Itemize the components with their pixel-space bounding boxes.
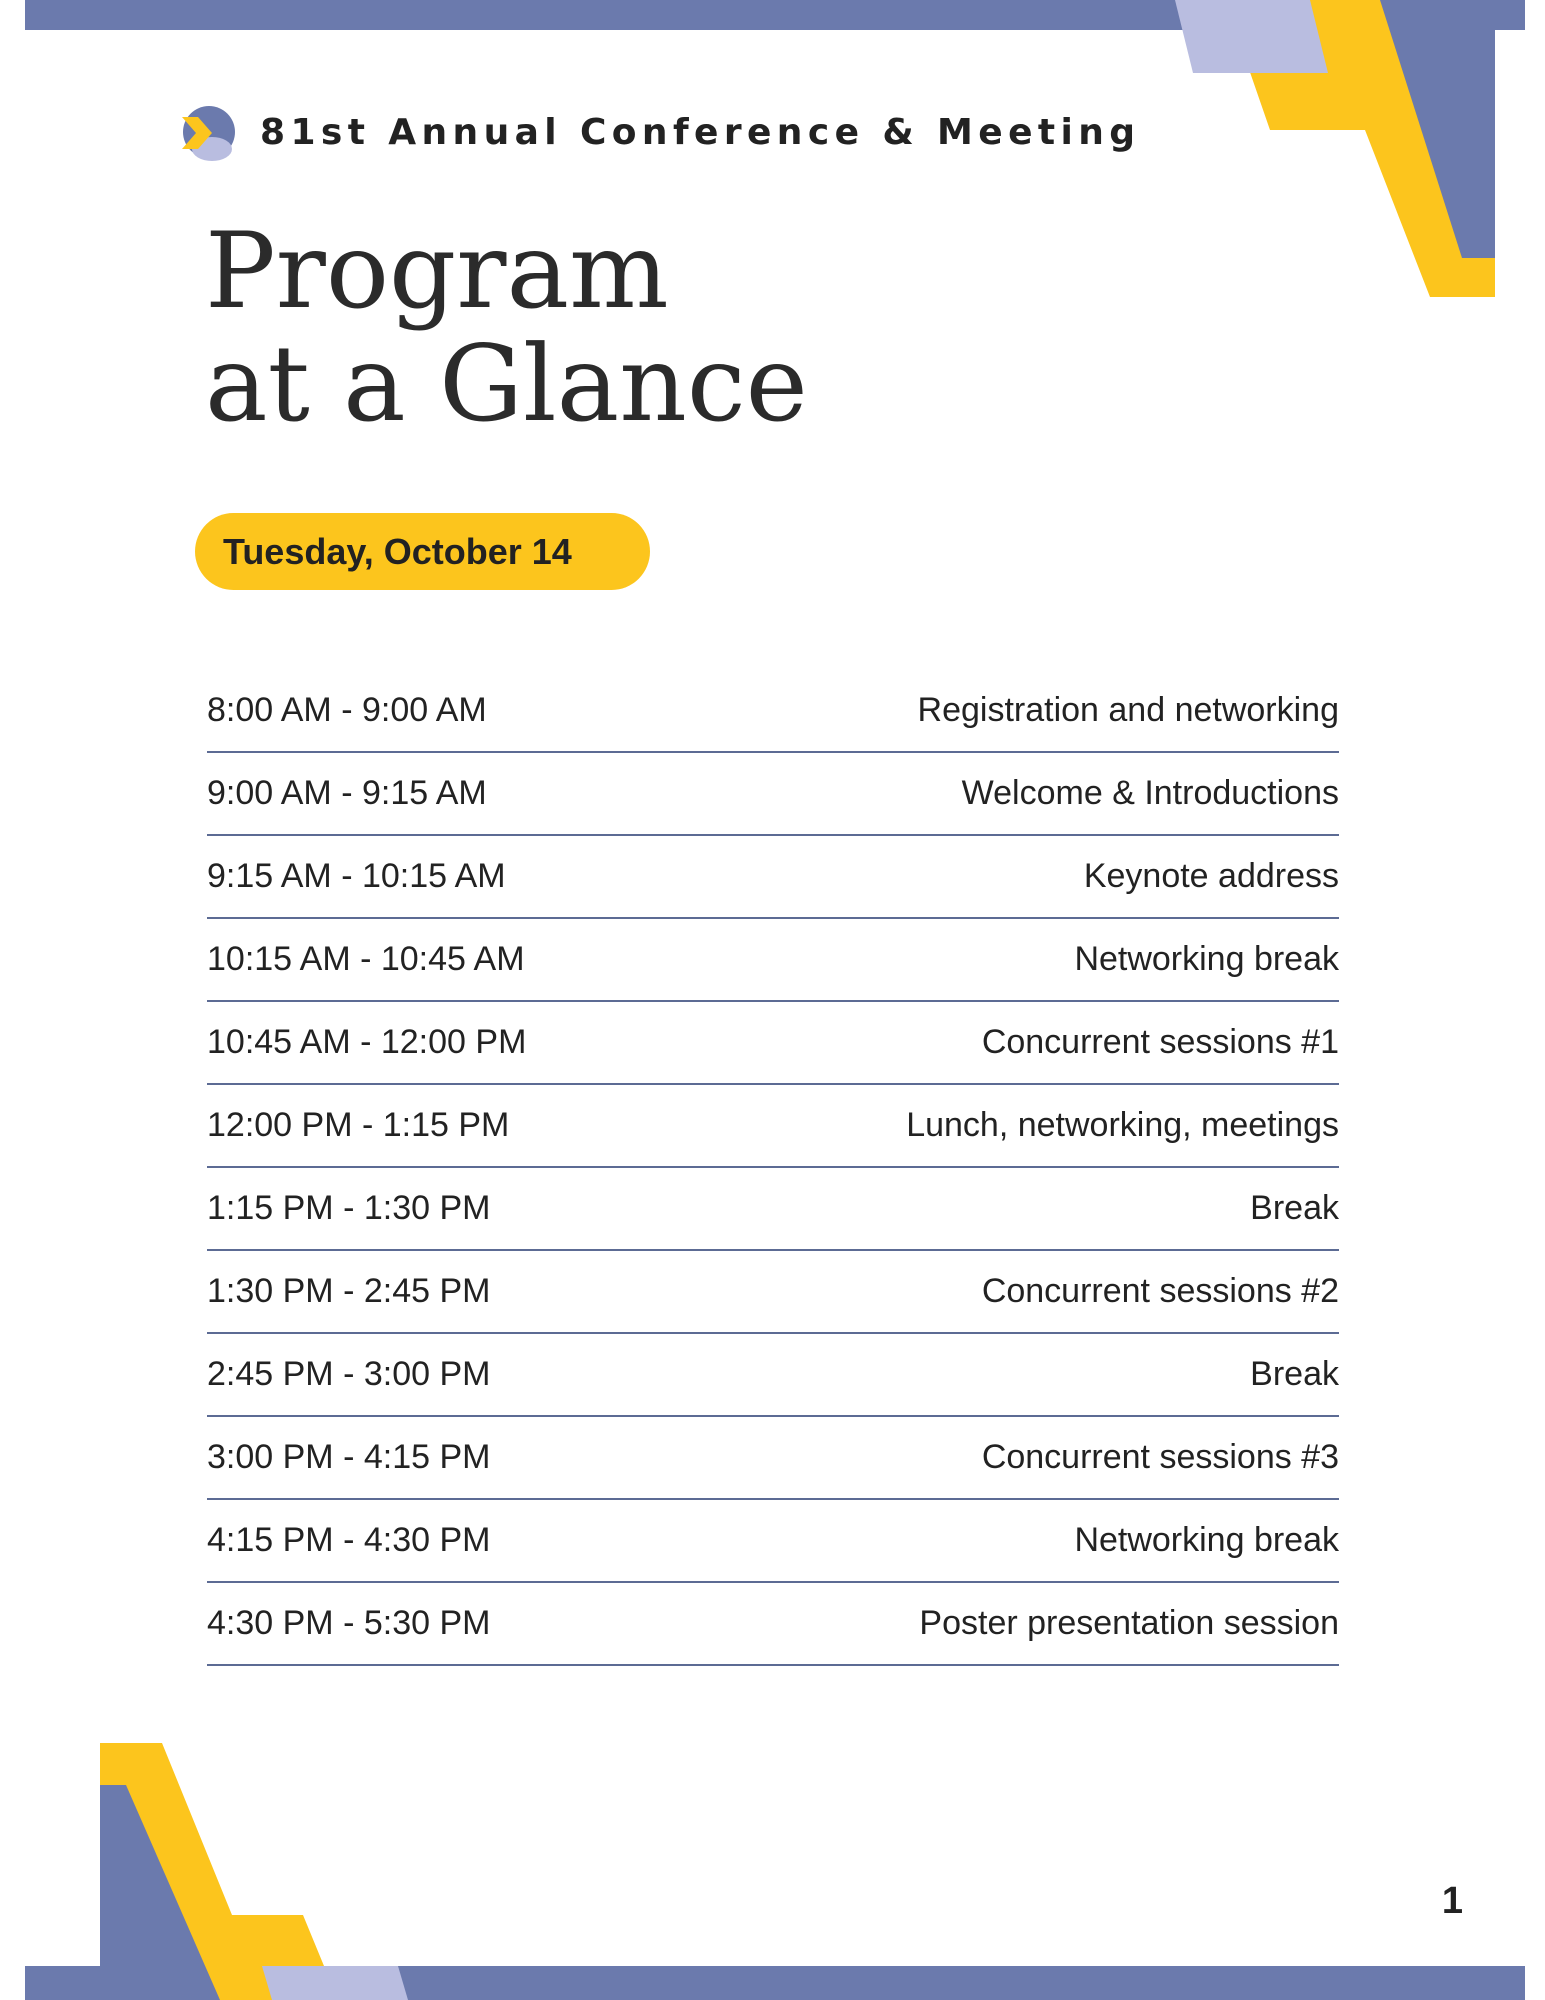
schedule-time: 9:00 AM - 9:15 AM (207, 774, 487, 812)
schedule-time: 3:00 PM - 4:15 PM (207, 1438, 491, 1476)
schedule-time: 4:15 PM - 4:30 PM (207, 1521, 491, 1559)
schedule-event: Concurrent sessions #2 (981, 1272, 1339, 1310)
schedule-event: Break (1250, 1355, 1339, 1393)
date-badge: Tuesday, October 14 (195, 513, 650, 590)
schedule-time: 12:00 PM - 1:15 PM (207, 1106, 510, 1144)
schedule-event: Welcome & Introductions (961, 774, 1339, 812)
schedule-row (207, 670, 1339, 753)
schedule-time: 2:45 PM - 3:00 PM (207, 1355, 491, 1393)
schedule-time: 4:30 PM - 5:30 PM (207, 1604, 491, 1642)
page-title-line-2: at a Glance (205, 323, 808, 445)
schedule-row (207, 1500, 1339, 1583)
schedule-row (207, 1168, 1339, 1251)
schedule-row (207, 1334, 1339, 1417)
page-title (205, 210, 808, 445)
conference-title: 81st Annual Conference & Meeting (260, 112, 1141, 153)
page-number: 1 (1441, 1880, 1463, 1922)
conference-logo-icon (178, 105, 236, 163)
schedule-row (207, 836, 1339, 919)
schedule-time: 9:15 AM - 10:15 AM (207, 857, 506, 895)
schedule-row (207, 1583, 1339, 1666)
schedule-event: Concurrent sessions #1 (981, 1023, 1339, 1061)
schedule-table (207, 670, 1339, 1666)
schedule-event: Lunch, networking, meetings (906, 1106, 1339, 1144)
schedule-event: Break (1250, 1189, 1339, 1227)
schedule-row (207, 919, 1339, 1002)
schedule-event: Registration and networking (917, 691, 1339, 729)
schedule-event: Concurrent sessions #3 (981, 1438, 1339, 1476)
schedule-row (207, 1417, 1339, 1500)
page-title-line-1: Program (205, 210, 669, 332)
schedule-row (207, 1085, 1339, 1168)
schedule-event: Networking break (1074, 940, 1339, 978)
schedule-row (207, 753, 1339, 836)
schedule-time: 10:15 AM - 10:45 AM (207, 940, 525, 978)
schedule-event: Poster presentation session (919, 1604, 1339, 1642)
schedule-time: 1:30 PM - 2:45 PM (207, 1272, 491, 1310)
schedule-time: 8:00 AM - 9:00 AM (207, 691, 487, 729)
schedule-event: Keynote address (1083, 857, 1339, 895)
schedule-row (207, 1002, 1339, 1085)
top-right-lavender-shape (1175, 0, 1328, 73)
schedule-row (207, 1251, 1339, 1334)
schedule-time: 10:45 AM - 12:00 PM (207, 1023, 527, 1061)
bottom-left-lavender-shape (262, 1966, 408, 2000)
schedule-event: Networking break (1074, 1521, 1339, 1559)
schedule-time: 1:15 PM - 1:30 PM (207, 1189, 491, 1227)
